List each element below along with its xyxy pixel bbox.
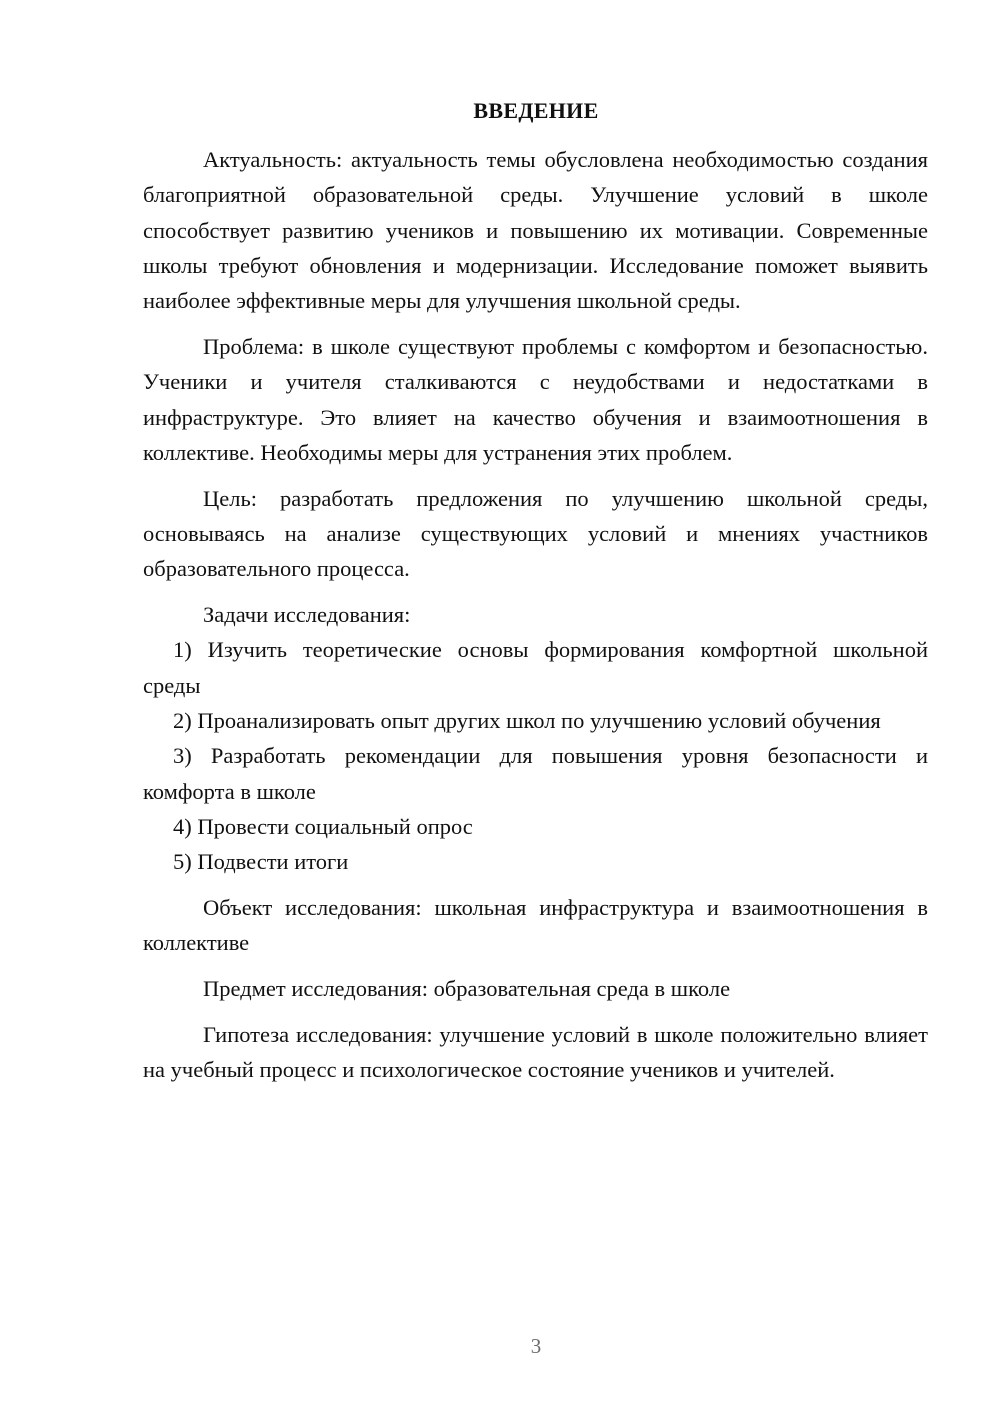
task-item-1: 1) Изучить теоретические основы формирования комфортной школьной среды [143, 637, 928, 698]
paragraph-subject: Предмет исследования: образовательная среда в школе [203, 976, 731, 1002]
task-item-5: 5) Подвести итоги [173, 849, 349, 875]
page-number: 3 [530, 1334, 542, 1358]
tasks-heading: Задачи исследования: [203, 602, 411, 628]
task-item-3: 3) Разработать рекомендации для повышения уровня безопасности и комфорта в школе [143, 743, 928, 804]
task-item-4: 4) Провести социальный опрос [173, 813, 473, 839]
paragraph-object: Объект исследования: школьная инфраструктура и взаимоотношения в коллективе [143, 894, 928, 956]
paragraph-goal: Цель: разработать предложения по улучшению школьной среды, основываясь на анализе существующих условий и мнениях участников образовательного процесса. [143, 485, 928, 582]
paragraph-hypothesis: Гипотеза исследования: улучшение условий в школе положительно влияет на учебный процесс и психологическое состояние учеников и учителей. [143, 1021, 928, 1083]
page-title: ВВЕДЕНИЕ [473, 98, 599, 123]
task-item-2: 2) Проанализировать опыт других школ по улучшению условий обучения [173, 707, 881, 733]
paragraph-problem: Проблема: в школе существуют проблемы с комфортом и безопасностью. Ученики и учителя сталкиваются с неудобствами и недостатками в инфраструктуре. Это влияет на качество обучения и взаимоотношения в коллективе. Необходимы меры для устранения этих проблем. [143, 333, 928, 465]
document-body [143, 142, 928, 1087]
paragraph-relevance: Актуальность: актуальность темы обусловлена необходимостью создания благоприятной образовательной среды. Улучшение условий в школе способствует развитию учеников и повышению их мотивации. Современные школы требуют обновления и модернизации. Исследование поможет выявить наиболее эффективные меры для улучшения школьной среды. [143, 147, 928, 314]
